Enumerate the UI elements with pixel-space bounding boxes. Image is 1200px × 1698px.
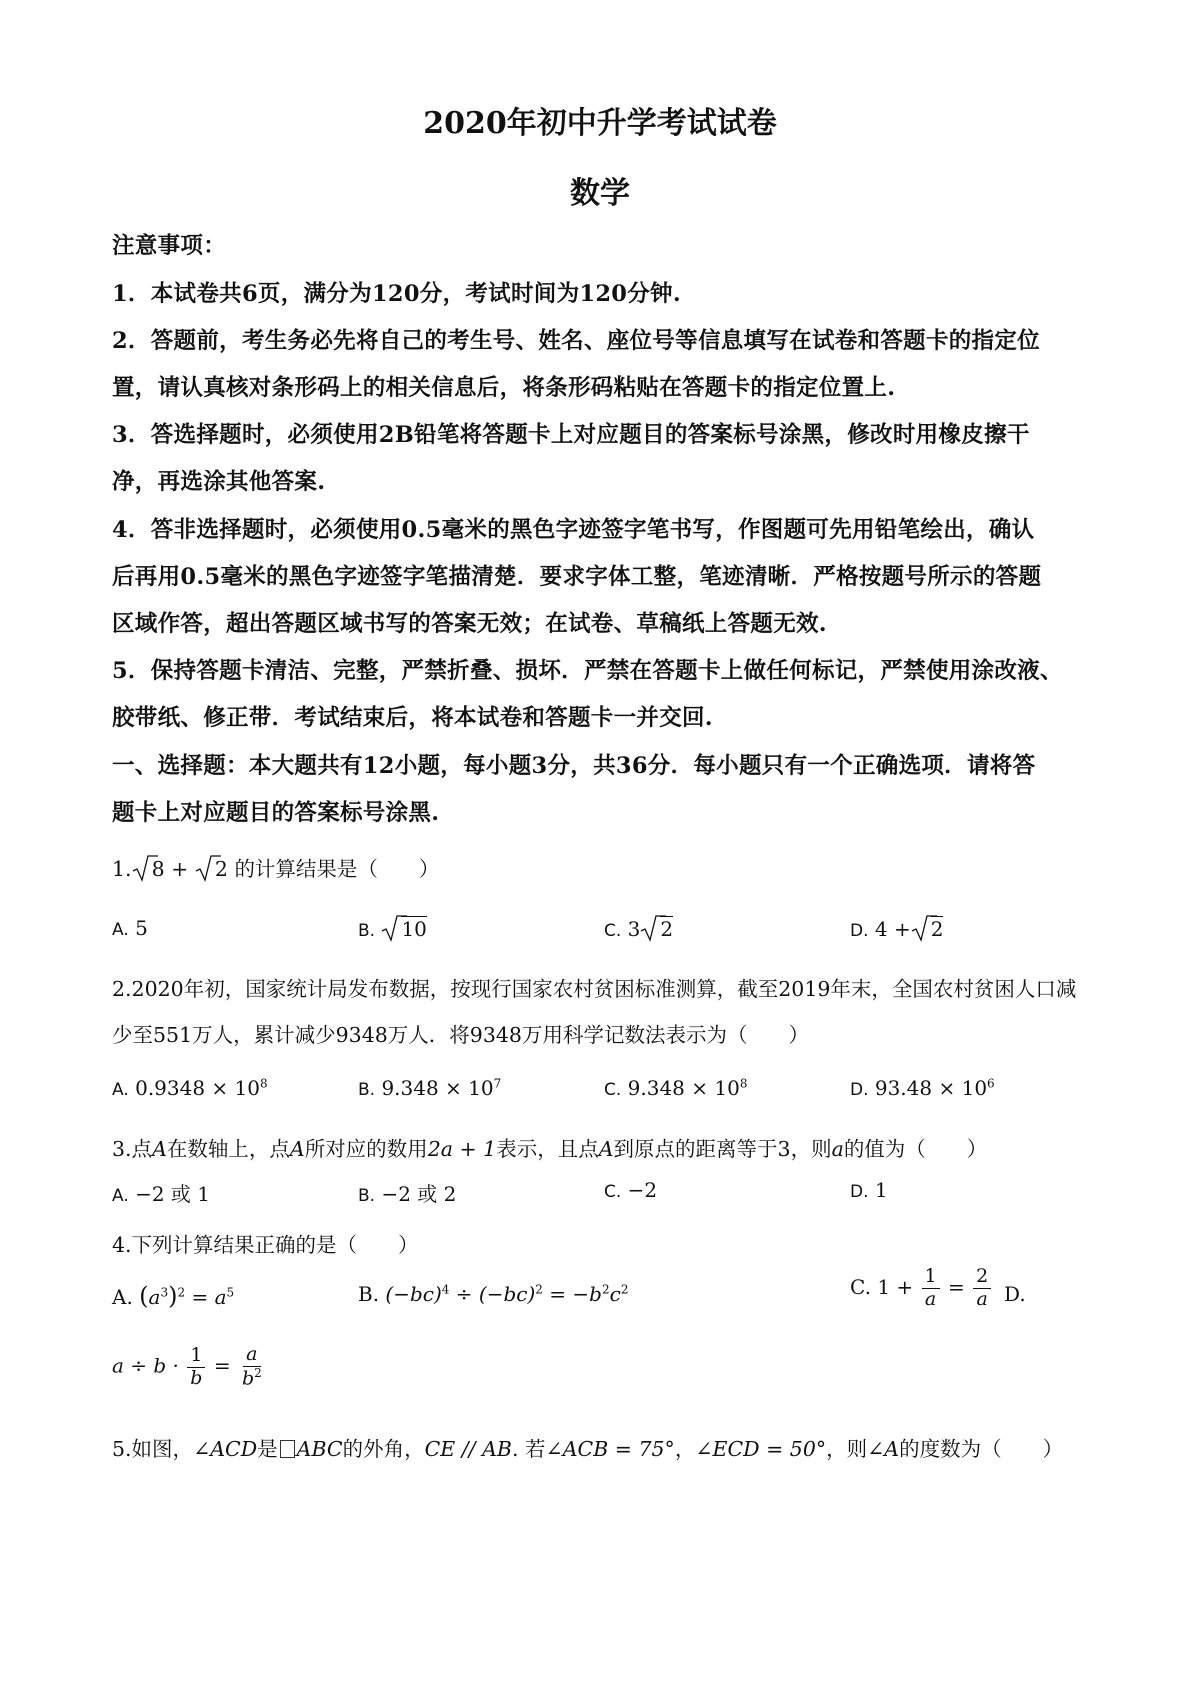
exponent: 2 [177,1285,186,1300]
notice-line-4: 3．答选择题时，必须使用2B铅笔将答题卡上对应题目的答案标号涂黑，修改时用橡皮擦干 [112,422,1030,448]
denominator: a [976,1287,988,1310]
denominator: a [924,1287,937,1310]
option-d [850,914,943,947]
variable-a: a [831,1137,844,1161]
option-d [850,1076,995,1100]
exponent: 2 [254,1365,262,1380]
option-value: 0.9348 × 10 [135,1076,260,1100]
numerator: 1 [922,1266,940,1289]
option-label: C. [604,1182,622,1202]
option-value: 93.48 × 10 [874,1076,988,1100]
fraction [187,1345,205,1390]
text-segment: 的度数为（ ） [899,1437,1064,1461]
notice-line-5: 净，再选涂其他答案. [112,469,326,495]
angle-a: ∠A [867,1437,900,1461]
text-segment: 所对应的数用 [304,1137,428,1161]
option-value: 1 [874,1178,888,1202]
option-c [604,914,673,947]
denominator [239,1367,265,1390]
point-a: A [152,1137,167,1161]
option-d-label: D. [1004,1282,1026,1306]
numerator: 2 [973,1266,991,1289]
question-4: 4.下列计算结果正确的是（ ） [112,1233,419,1257]
exponent: 3 [160,1285,169,1300]
point-a: A [598,1137,614,1161]
numerator: a [243,1344,260,1367]
radicand: 8 [151,857,165,881]
option-b [358,1282,628,1306]
question-1 [112,852,439,887]
option-label: A. [112,920,129,940]
text-segment: ， [674,1437,696,1461]
radicand: 2 [660,917,674,941]
option-a [112,1076,268,1100]
term: ÷ (−bc) [449,1282,536,1306]
option-value: 5 [135,916,148,940]
equals: = [213,1353,231,1378]
triangle-abc: ABC [296,1437,343,1461]
rhs: = a [191,1285,227,1309]
option-value: 9.348 × 10 [381,1076,494,1100]
notice-line-10: 胶带纸、修正带．考试结束后，将本试卷和答题卡一并交回. [112,705,713,731]
fraction [922,1266,940,1311]
fraction [239,1344,265,1390]
option-label: B. [358,1080,376,1100]
section-heading-line-2: 题卡上对应题目的答案标号涂黑. [112,800,440,826]
option-d [112,1344,267,1390]
option-c [850,1266,993,1311]
notice-line-8: 区域作答，超出答题区域书写的答案无效；在试卷、草稿纸上答题无效. [112,611,827,637]
term: a ÷ b · [112,1353,179,1378]
fraction [973,1266,991,1311]
text-segment: 在数轴上，点 [166,1137,290,1161]
option-label: C. [850,1274,871,1299]
exponent: 4 [441,1282,450,1297]
exponent: 2 [601,1282,610,1297]
text-segment: 表示，且点 [496,1137,599,1161]
option-label: B. [358,1282,380,1306]
text-segment: 是 [257,1437,278,1461]
option-label: C. [604,921,622,941]
option-label: A. [112,1080,129,1100]
option-a [112,1178,210,1207]
option-b [358,1076,501,1100]
option-label: D. [850,1182,869,1202]
paren-open: ( [139,1282,149,1310]
notice-line-7: 后再用0.5毫米的黑色字迹签字笔描清楚．要求字体工整，笔迹清晰．严格按题号所示的答题 [112,564,1042,590]
coefficient: 3 [627,917,641,941]
option-value: 9.348 × 10 [627,1076,740,1100]
term: c [609,1282,621,1306]
point-a: A [289,1137,305,1161]
option-b [358,1178,456,1207]
text-segment: 的外角， [342,1437,425,1461]
option-label: C. [604,1080,622,1100]
exponent: 2 [535,1282,543,1297]
text-segment: ，则 [826,1437,868,1461]
exponent: 8 [260,1076,268,1091]
exponent: 7 [493,1076,502,1091]
option-label: A. [112,1285,133,1309]
plus-sign: + [171,857,189,881]
option-value: −2 或 2 [381,1182,457,1206]
option-c [604,1076,747,1100]
option-d [850,1178,888,1202]
radicand: 2 [930,917,944,941]
text-segment: 3.点 [112,1137,153,1161]
exponent: 8 [739,1076,748,1091]
question-stem: 的计算结果是（ ） [234,857,440,881]
question-2-line-2: 少至551万人，累计减少9348万人．将9348万用科学记数法表示为（ ） [112,1023,809,1047]
option-label: D. [850,921,869,941]
question-number: 1. [112,857,132,881]
text-segment: 到原点的距离等于3，则 [613,1137,832,1161]
option-prefix: 4 + [874,917,911,941]
subject-title: 数学 [570,176,630,211]
angle-acb: ∠ACB = 75° [545,1437,675,1461]
angle-ecd: ∠ECD = 50° [695,1437,827,1461]
option-c [604,1178,657,1202]
option-a [112,916,148,940]
question-3 [112,1132,987,1162]
denominator: b [190,1366,203,1389]
radicand: 2 [214,857,228,881]
text-segment: 的值为（ ） [843,1137,988,1161]
equals: = [947,1274,965,1299]
section-heading-line-1: 一、选择题：本大题共有12小题，每小题3分，共36分．每小题只有一个正确选项．请将答 [112,753,1036,779]
notice-heading: 注意事项： [112,233,227,259]
text-segment: 5.如图， [112,1437,194,1461]
numerator: 1 [187,1345,205,1368]
radicand: 10 [401,917,427,941]
exponent: 2 [620,1282,629,1297]
question-5 [112,1432,1063,1462]
base: a [148,1285,161,1309]
question-2-line-1: 2.2020年初，国家统计局发布数据，按现行国家农村贫困标准测算，截至2019年末，全国农村贫困人口减 [112,977,1077,1001]
triangle-symbol-icon [280,1440,295,1458]
option-value: −2 [627,1178,658,1202]
option-b [358,914,427,947]
term: 1 + [877,1274,914,1299]
exponent: 6 [987,1076,995,1091]
denominator-base: b [241,1367,255,1390]
parallel-statement: CE // AB [424,1437,512,1461]
option-label: A. [112,1186,129,1206]
exam-title: 2020年初中升学考试试卷 [423,106,777,141]
option-label: B. [358,1186,376,1206]
notice-line-2: 2．答题前，考生务必先将自己的考生号、姓名、座位号等信息填写在试卷和答题卡的指定位 [112,328,1040,354]
text-segment: . 若 [511,1437,546,1461]
option-a [112,1282,234,1310]
angle-acd: ∠ACD [193,1437,258,1461]
option-label: D. [850,1080,869,1100]
option-label: B. [358,921,376,941]
notice-line-3: 置，请认真核对条形码上的相关信息后，将条形码粘贴在答题卡的指定位置上. [112,375,896,401]
term: = −b [542,1282,602,1306]
term: (−bc) [385,1282,442,1306]
math-expression: 2a + 1 [427,1137,497,1161]
paren-close: ) [168,1282,178,1310]
option-value: −2 或 1 [135,1182,211,1206]
notice-line-9: 5．保持答题卡清洁、完整，严禁折叠、损坏．严禁在答题卡上做任何标记，严禁使用涂改液、 [112,658,1063,684]
exponent: 5 [226,1285,235,1300]
notice-line-1: 1．本试卷共6页，满分为120分，考试时间为120分钟. [112,281,681,307]
notice-line-6: 4．答非选择题时，必须使用0.5毫米的黑色字迹签字笔书写，作图题可先用铅笔绘出，确认 [112,517,1035,543]
